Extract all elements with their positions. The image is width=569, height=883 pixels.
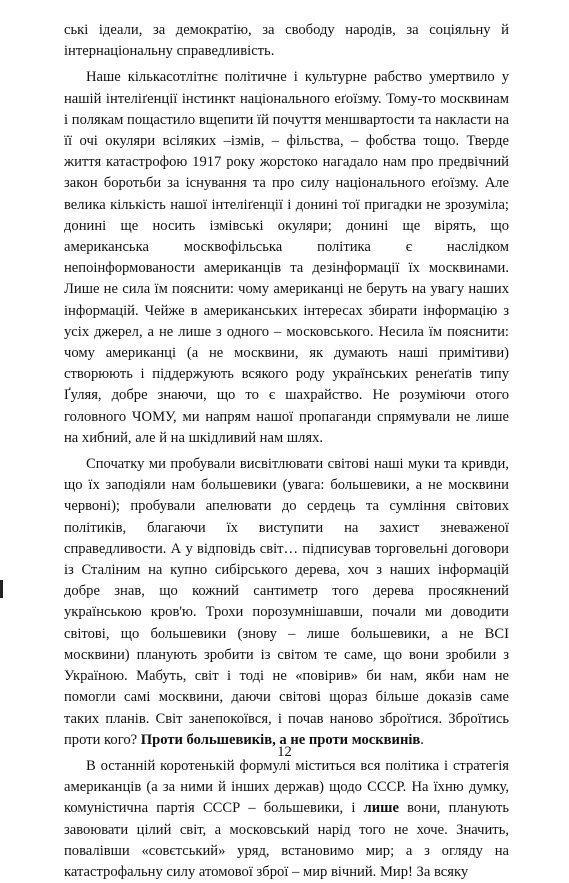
text-run: ські ідеали, за демократію, за свободу народів, за соціяльну й інтернаціональну справедливість. — [64, 22, 509, 60]
bold-text-run: Проти большевиків, а не проти москвинів — [140, 731, 421, 748]
text-run: Наше кількасотлітнє політичне і культурне рабство умертвило у нашій інтеліґенції інстинкт національного еґоїзму. Тому-то москвинам і полякам пощастило вщепити їй почуття меншвартости та накласти на її очі окуляри всіляких –ізмів, – фільства, – фобства тощо. Тверде життя катастрофою 1917 року жорстоко нагадало нам про предвічний закон боротьби за існування та про силу національного еґоїзму. Але велика кількість нашої інтеліґенції і донині тої пригадки не зрозуміла; донині ще носить ізмівські окуляри; донині ще вірять, що американська москвофільська політика є наслідком непоінформованости американців та дезінформації їх москвинами. Лише не сила їм пояснити: чому американці не беруть на увагу наших інформацій. Чейже в американських інтересах збирати інформацію з усіх джерел, а не лише з одного – московського. Несила їм пояснити: чому американці (а не москвини, як думають наші примітиви) створюють і піддержують всякого роду українських ренеґатів типу Ґуляя, добре знаючи, що то є шахрайство. Не розуміючи отого головного ЧОМУ, ми напрям нашої пропаганди спрямували не лише на хибний, але й на шкідливий нам шлях. — [64, 69, 509, 446]
paragraph — [64, 756, 509, 883]
text-run: Спочатку ми пробували висвітлювати світові наші муки та кривди, що їх заподіяли нам большевики (увага: большевики, а не москвини червоні); пробували апелювати до сердець та сумління світових політиків, благаючи їх виступити на захист зневаженої справедливости. А у відповідь світ… підписував торговельні договори із Сталіним на купно сибірського дерева, хоч з наших інформацій добре знав, що кожний сантиметр того дерева просякнений українською кров'ю. Трохи порозумнішавши, почали ми доводити світові, що большевики (знову – лише большевики, а не ВСІ москвини) планують зробити із світом те саме, що вони зробили з Україною. Мабуть, світ і тоді не «повірив» би нам, якби нам не помогли самі москвини, даючи світові щораз більше доказів саме таких планів. Світ занепокоївся, і почав наново зброїтися. Зброїтись проти кого? — [64, 456, 509, 748]
bold-text-run: лише — [363, 800, 399, 817]
text-run: В останній коротенькій формулі міститься вся політика і стратегія американців (а за ними й інших держав) щодо СССР. На їхню думку, комуністична партія СССР – большевики, і — [64, 757, 509, 817]
text-run: . — [420, 731, 424, 748]
paragraph — [64, 454, 509, 751]
text-run: вони, планують завоювати цілий світ, а московський нарід того не хоче. Значить, повалівши «совєтський» уряд, встановимо мир; а з огляду на катастрофальну силу атомової зброї – мир вічний. Мир! За всяку — [64, 800, 509, 880]
page-number: 12 — [277, 744, 292, 760]
paragraph — [64, 20, 509, 62]
paragraph — [64, 67, 509, 449]
scan-edge-mark — [0, 580, 3, 598]
